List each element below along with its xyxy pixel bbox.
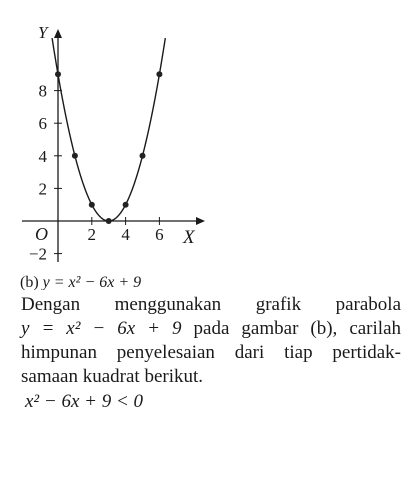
data-point [140, 153, 146, 159]
y-axis-arrow [54, 29, 62, 38]
y-tick-label: 6 [38, 114, 47, 134]
tick-labels [29, 82, 164, 264]
inequality [25, 391, 143, 413]
problem-line-1: Dengan menggunakan grafik parabola [21, 294, 401, 315]
inequality-expression: x² − 6x + 9 < 0 [25, 391, 144, 412]
x-axis-label: X [183, 227, 195, 248]
y-tick-label: 2 [38, 179, 47, 199]
problem-equation: y = x² − 6x + 9 [21, 318, 182, 339]
problem-text [21, 293, 401, 389]
data-point [55, 71, 61, 77]
data-point [72, 153, 78, 159]
y-tick-label: 4 [38, 146, 47, 166]
y-axis-label: Y [38, 23, 48, 42]
data-point [123, 202, 129, 208]
origin-label: O [35, 224, 48, 244]
x-tick-label: 4 [121, 225, 130, 244]
x-tick-label: 2 [87, 225, 97, 244]
data-point [89, 202, 95, 208]
parabola-curve [52, 38, 165, 221]
figure-caption [20, 274, 141, 290]
caption-equation: y = x² − 6x + 9 [42, 274, 142, 290]
problem-line-2 [21, 317, 401, 341]
data-points [55, 71, 162, 224]
problem-line-4: samaan kuadrat berikut. [21, 366, 204, 387]
y-tick-label: 8 [38, 81, 47, 101]
problem-line-2-rest: pada gambar (b), carilah [193, 318, 402, 339]
y-tick-label: −2 [28, 244, 47, 264]
data-point [106, 218, 112, 224]
data-point [156, 71, 162, 77]
caption-label: (b) [20, 274, 39, 290]
x-tick-label: 6 [155, 225, 164, 244]
axes [22, 29, 205, 262]
problem-line-3: himpunan penyelesaian dari tiap pertidak- [21, 342, 401, 363]
x-axis-arrow [196, 217, 205, 225]
